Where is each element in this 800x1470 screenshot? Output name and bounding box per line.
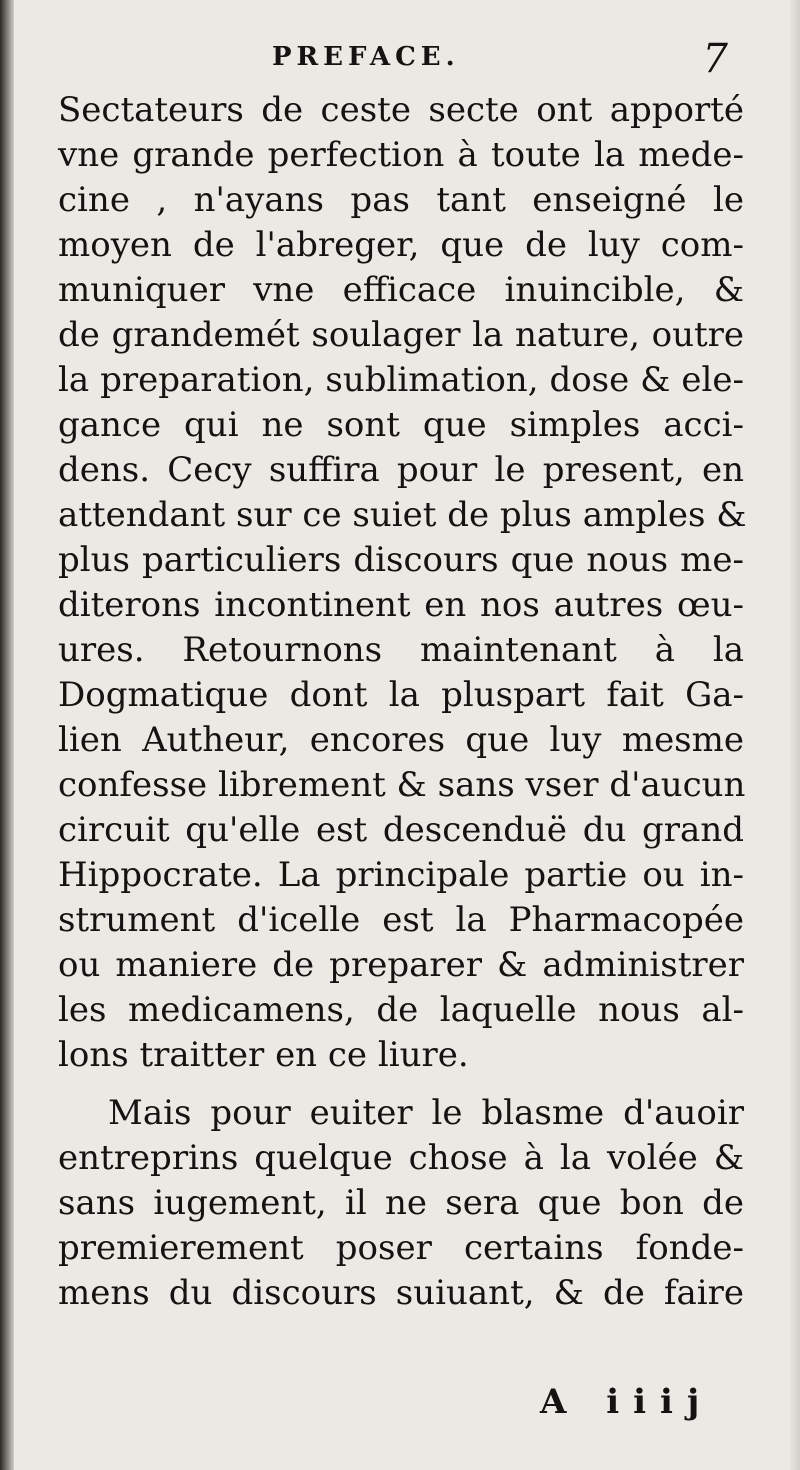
text-line: plus particuliers discours que nous me- (58, 540, 744, 580)
text-line: Sectateurs de ceste secte ont apporté (58, 90, 744, 130)
text-line: premierement poser certains fonde- (58, 1228, 744, 1268)
text-line: Mais pour euiter le blasme d'auoir (108, 1093, 744, 1133)
text-line: strument d'icelle est la Pharmacopée (58, 900, 744, 940)
text-line: Dogmatique dont la pluspart fait Ga- (58, 675, 744, 715)
text-line: cine , n'ayans pas tant enseigné le (58, 180, 744, 220)
text-line: entreprins quelque chose à la volée & (58, 1138, 744, 1178)
text-line: sans iugement, il ne sera que bon de (58, 1183, 744, 1223)
text-line: muniquer vne efficace inuincible, & (58, 270, 744, 310)
body-text (58, 88, 747, 1316)
text-line: la preparation, sublimation, dose & ele- (58, 360, 744, 400)
text-line: lons traitter en ce liure. (58, 1035, 469, 1075)
text-line: circuit qu'elle est descenduë du grand (58, 810, 744, 850)
text-line: gance qui ne sont que simples acci- (58, 405, 744, 445)
page-number: 7 (702, 36, 728, 82)
text-line: Hippocrate. La principale partie ou in- (58, 855, 744, 895)
text-line: ures. Retournons maintenant à la (58, 630, 744, 670)
running-title: PREFACE. (272, 42, 460, 72)
paragraph-break (58, 1078, 744, 1091)
text-line: dens. Cecy suffira pour le present, en (58, 450, 744, 490)
text-line: de grandemét soulager la nature, outre (58, 315, 744, 355)
text-line: les medicamens, de laquelle nous al- (58, 990, 744, 1030)
text-line: ou maniere de preparer & administrer (58, 945, 744, 985)
text-line: mens du discours suiuant, & de faire (58, 1273, 744, 1313)
signature-mark: A iiij (540, 1382, 714, 1422)
text-line: diterons incontinent en nos autres œu- (58, 585, 744, 625)
text-line: attendant sur ce suiet de plus amples & (58, 495, 747, 535)
text-line: lien Autheur, encores que luy mesme (58, 720, 744, 760)
text-line: confesse librement & sans vser d'aucun (58, 765, 746, 805)
text-line: vne grande perfection à toute la mede- (58, 135, 744, 175)
text-line: moyen de l'abreger, que de luy com- (58, 225, 744, 265)
